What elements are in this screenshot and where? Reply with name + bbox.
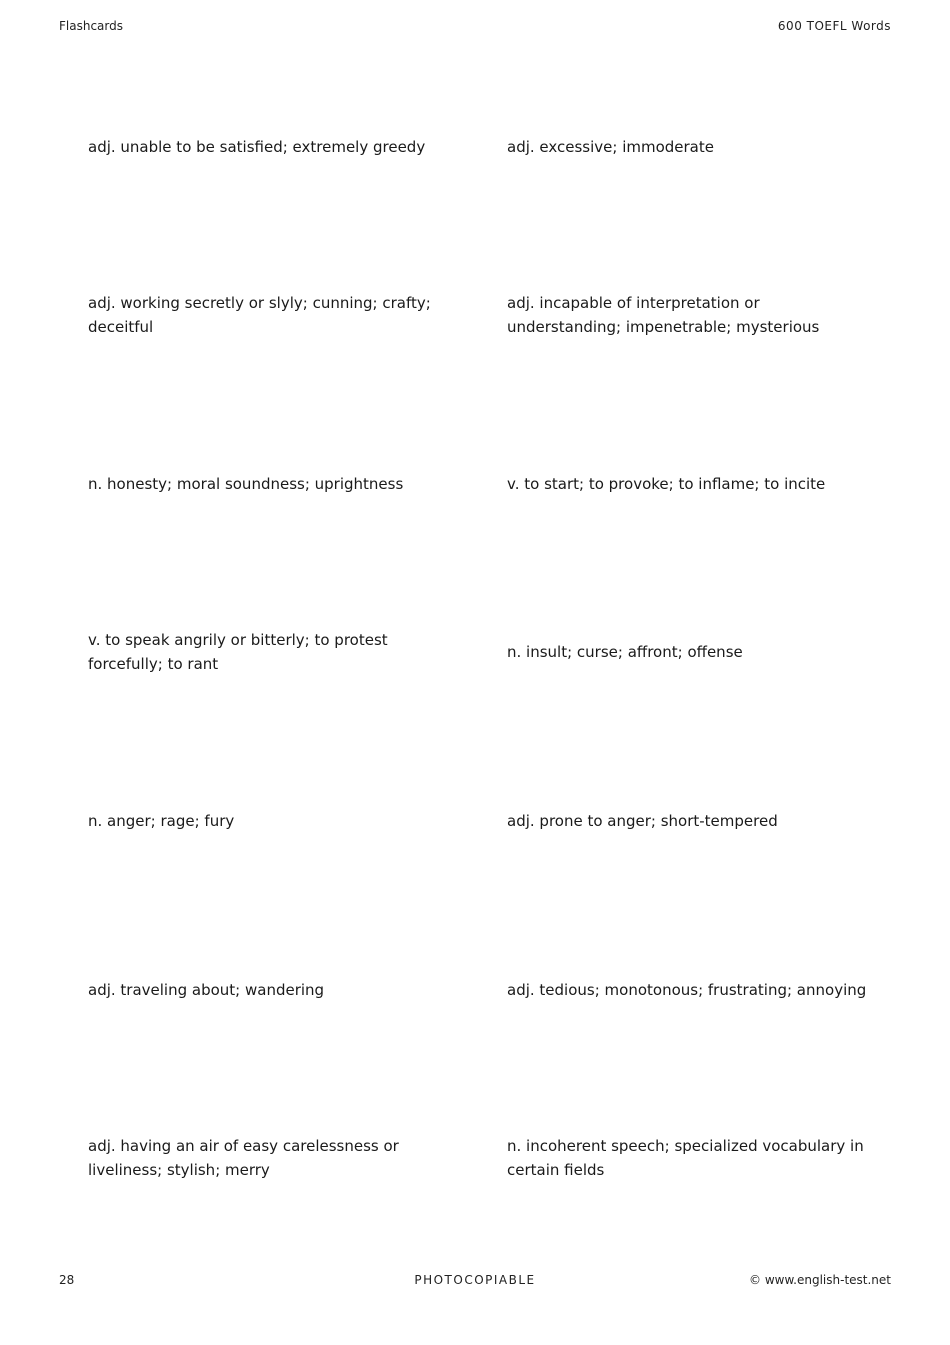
flashcard-definition — [507, 960, 867, 1020]
definition-text: n. honesty; moral soundness; uprightness — [88, 475, 404, 493]
flashcard-definition — [507, 622, 867, 682]
definition-text: adj. excessive; immoderate — [507, 138, 714, 156]
flashcard-definition — [88, 1128, 448, 1188]
definition-text: v. to speak angrily or bitterly; to protest forcefully; to rant — [88, 631, 388, 673]
header-section-title: Flashcards — [59, 19, 123, 33]
definition-text: adj. unable to be satisfied; extremely greedy — [88, 138, 426, 156]
definition-text: adj. working secretly or slyly; cunning; crafty; deceitful — [88, 294, 431, 336]
definition-text: adj. prone to anger; short-tempered — [507, 812, 778, 830]
photocopiable-label: PHOTOCOPIABLE — [414, 1273, 536, 1287]
flashcard-definition — [507, 454, 867, 514]
copyright-url: © www.english-test.net — [749, 1273, 891, 1287]
flashcard-definition — [88, 622, 448, 682]
definition-text: v. to start; to provoke; to inflame; to incite — [507, 475, 826, 493]
flashcard-definition — [88, 960, 448, 1020]
definition-text: adj. incapable of interpretation or understanding; impenetrable; mysterious — [507, 294, 820, 336]
definition-text: n. insult; curse; affront; offense — [507, 643, 743, 661]
definition-text: n. anger; rage; fury — [88, 812, 235, 830]
definition-text: adj. having an air of easy carelessness or liveliness; stylish; merry — [88, 1137, 399, 1179]
flashcard-definition — [88, 117, 448, 177]
definition-text: adj. traveling about; wandering — [88, 981, 325, 999]
flashcard-definition — [507, 1128, 867, 1188]
flashcard-definition — [88, 285, 448, 345]
header-book-title: 600 TOEFL Words — [777, 19, 891, 33]
flashcard-definition — [507, 791, 867, 851]
flashcard-definition — [507, 285, 867, 345]
definition-text: n. incoherent speech; specialized vocabulary in certain fields — [507, 1137, 864, 1179]
flashcard-definition — [88, 791, 448, 851]
flashcard-definition — [507, 117, 867, 177]
flashcard-definition — [88, 454, 448, 514]
definition-text: adj. tedious; monotonous; frustrating; annoying — [507, 981, 867, 999]
page-number: 28 — [59, 1273, 75, 1287]
